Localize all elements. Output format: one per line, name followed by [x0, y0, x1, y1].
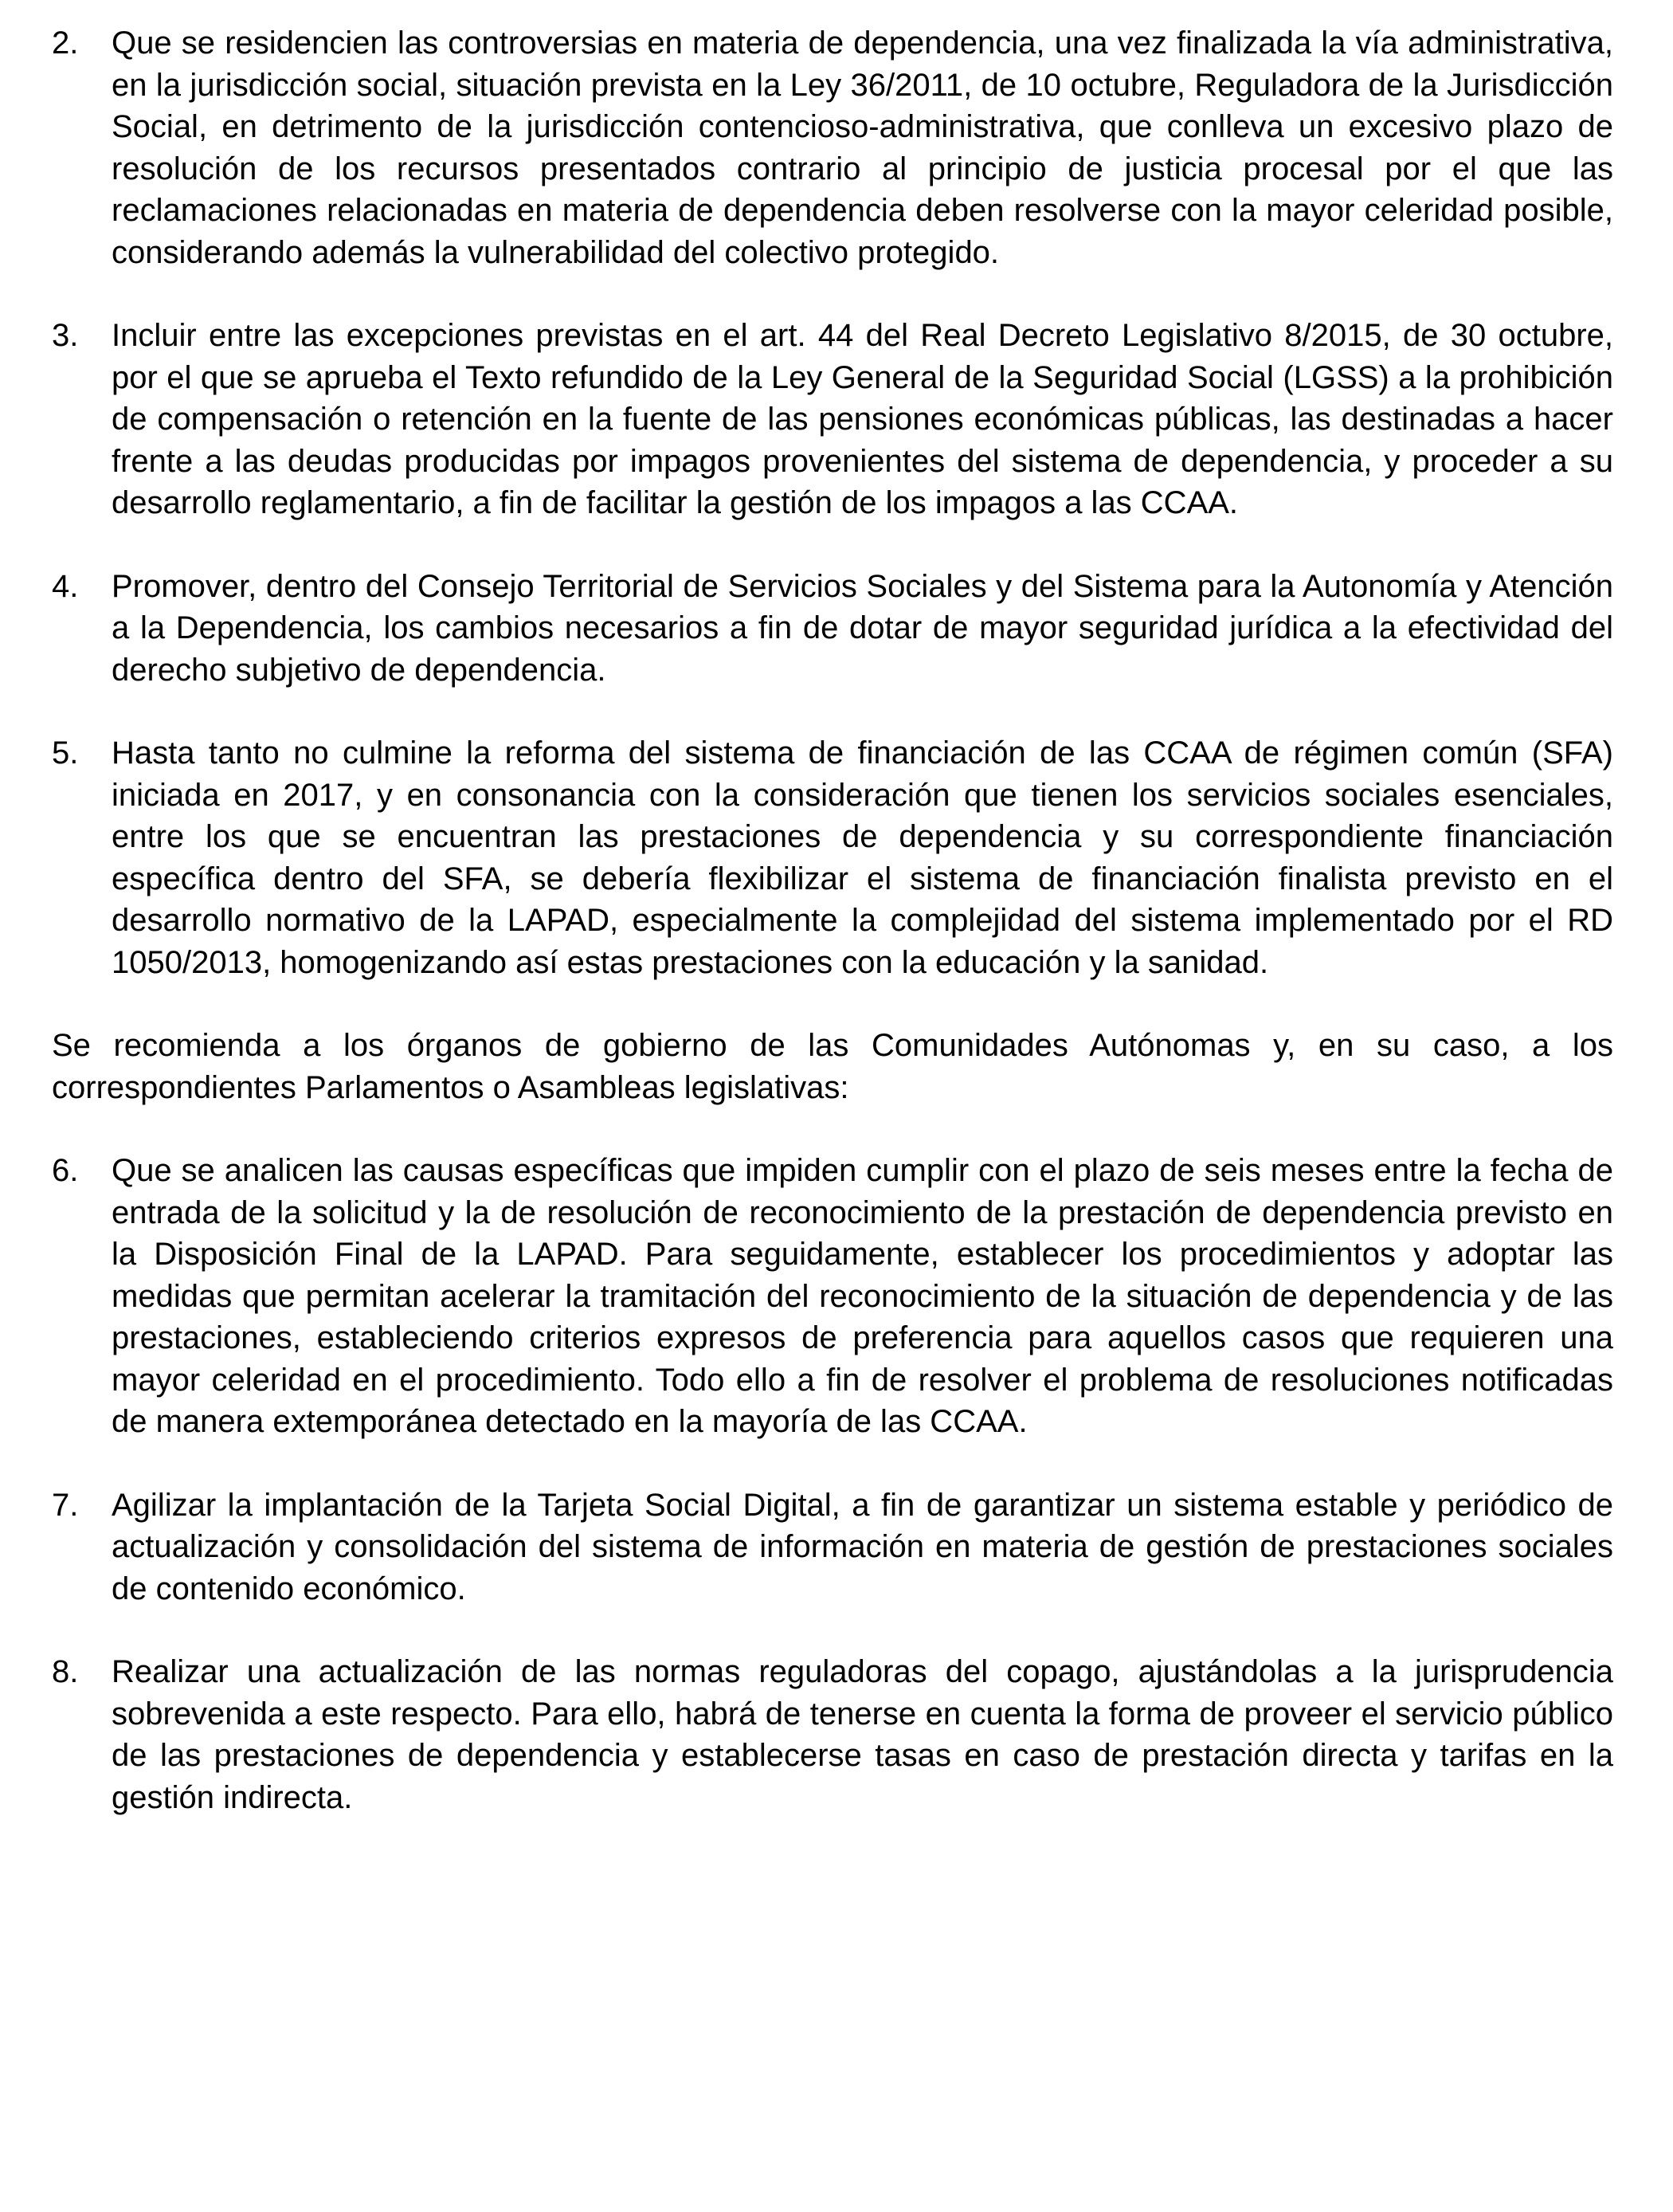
list-item-4: [52, 566, 1613, 692]
recommendation-paragraph: Se recomienda a los órganos de gobierno de las Comunidades Autónomas y, en su caso, a los correspondientes Parlamentos o Asambleas legislativas:: [52, 1028, 1613, 1105]
list-item-number: 3.: [52, 318, 79, 353]
list-item-3: [52, 315, 1613, 524]
list-item-text: Que se analicen las causas específicas que impiden cumplir con el plazo de seis meses entre la fecha de entrada de la solicitud y la de resolución de reconocimiento de la prestación de dependencia previsto en la Disposición Final de la LAPAD. Para seguidamente, establecer los procedimientos y adoptar las medidas que permitan acelerar la tramitación del reconocimiento de la situación de dependencia y de las prestaciones, estableciendo criterios expresos de preferencia para aquellos casos que requieren una mayor celeridad en el procedimiento. Todo ello a fin de resolver el problema de resoluciones notificadas de manera extemporánea detectado en la mayoría de las CCAA.: [112, 1153, 1613, 1439]
list-item-number: 5.: [52, 735, 79, 771]
list-item-text: Promover, dentro del Consejo Territorial de Servicios Sociales y del Sistema para la Autonomía y Atención a la Dependencia, los cambios necesarios a fin de dotar de mayor seguridad jurídica a la efectividad del derecho subjetivo de dependencia.: [112, 568, 1613, 688]
list-item-text: Incluir entre las excepciones previstas en el art. 44 del Real Decreto Legislativo 8/2015, de 30 octubre, por el que se aprueba el Texto refundido de la Ley General de la Seguridad Social (LGSS) a la prohibición de compensación o retención en la fuente de las pensiones económicas públicas, las destinadas a hacer frente a las deudas producidas por impagos provenientes del sistema de dependencia, y proceder a su desarrollo reglamentario, a fin de facilitar la gestión de los impagos a las CCAA.: [112, 318, 1613, 520]
document-page: [52, 22, 1613, 1818]
list-item-6: [52, 1150, 1613, 1443]
list-item-5: [52, 732, 1613, 983]
list-item-text: Realizar una actualización de las normas reguladoras del copago, ajustándolas a la jurisprudencia sobrevenida a este respecto. Para ello, habrá de tenerse en cuenta la forma de proveer el servicio público de las prestaciones de dependencia y establecerse tasas en caso de prestación directa y tarifas en la gestión indirecta.: [112, 1654, 1613, 1815]
list-item-number: 8.: [52, 1654, 79, 1689]
list-item-number: 2.: [52, 25, 79, 61]
list-item-text: Que se residencien las controversias en materia de dependencia, una vez finalizada la vía administrativa, en la jurisdicción social, situación prevista en la Ley 36/2011, de 10 octubre, Reguladora de la Jurisdicción Social, en detrimento de la jurisdicción contencioso-administrativa, que conlleva un excesivo plazo de resolución de los recursos presentados contrario al principio de justicia procesal por el que las reclamaciones relacionadas en materia de dependencia deben resolverse con la mayor celeridad posible, considerando además la vulnerabilidad del colectivo protegido.: [112, 25, 1613, 270]
list-item-number: 7.: [52, 1487, 79, 1523]
list-item-text: Agilizar la implantación de la Tarjeta Social Digital, a fin de garantizar un sistema estable y periódico de actualización y consolidación del sistema de información en materia de gestión de prestaciones sociales de contenido económico.: [112, 1487, 1613, 1606]
list-item-number: 6.: [52, 1153, 79, 1188]
list-item-text: Hasta tanto no culmine la reforma del sistema de financiación de las CCAA de régimen común (SFA) iniciada en 2017, y en consonancia con la consideración que tienen los servicios sociales esenciales, entre los que se encuentran las prestaciones de dependencia y su correspondiente financiación específica dentro del SFA, se debería flexibilizar el sistema de financiación finalista previsto en el desarrollo normativo de la LAPAD, especialmente la complejidad del sistema implementado por el RD 1050/2013, homogenizando así estas prestaciones con la educación y la sanidad.: [112, 735, 1613, 980]
list-item-2: [52, 22, 1613, 273]
list-item-number: 4.: [52, 568, 79, 604]
list-item-7: [52, 1484, 1613, 1610]
list-item-8: [52, 1651, 1613, 1818]
